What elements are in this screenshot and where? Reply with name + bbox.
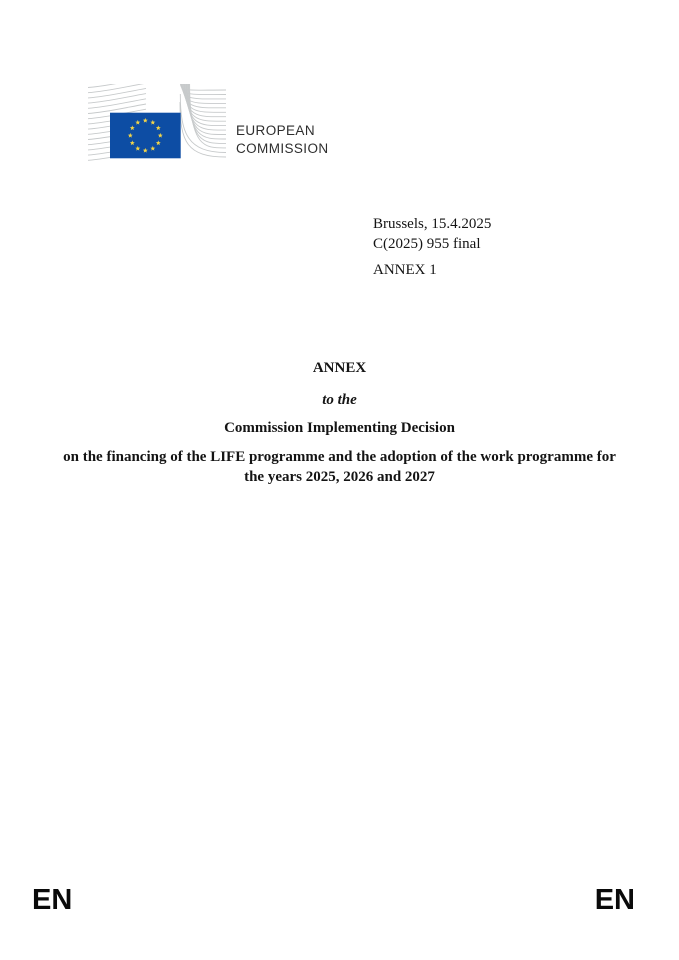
commission-wordmark: [236, 122, 329, 158]
decision-title: Commission Implementing Decision: [224, 420, 455, 436]
commission-wordmark-line1: EUROPEAN: [236, 123, 315, 138]
logo-ribbon-right: [180, 84, 226, 157]
annex-number-label: ANNEX 1: [373, 262, 437, 278]
reference-block: [373, 214, 491, 254]
document-number: C(2025) 955 final: [373, 236, 481, 252]
commission-wordmark-line2: COMMISSION: [236, 141, 329, 156]
language-code-right: EN: [594, 884, 635, 916]
place-date: Brussels, 15.4.2025: [373, 216, 492, 232]
european-commission-logo: [88, 84, 226, 168]
annex-heading: ANNEX: [312, 360, 367, 376]
subject-line-1: on the financing of the LIFE programme and the adoption of the work programme for: [63, 449, 616, 465]
language-code-left: EN: [32, 884, 73, 916]
eu-flag-icon: [110, 113, 181, 159]
subject-line-2: the years 2025, 2026 and 2027: [244, 468, 435, 485]
annex-subheading: to the: [322, 392, 357, 408]
